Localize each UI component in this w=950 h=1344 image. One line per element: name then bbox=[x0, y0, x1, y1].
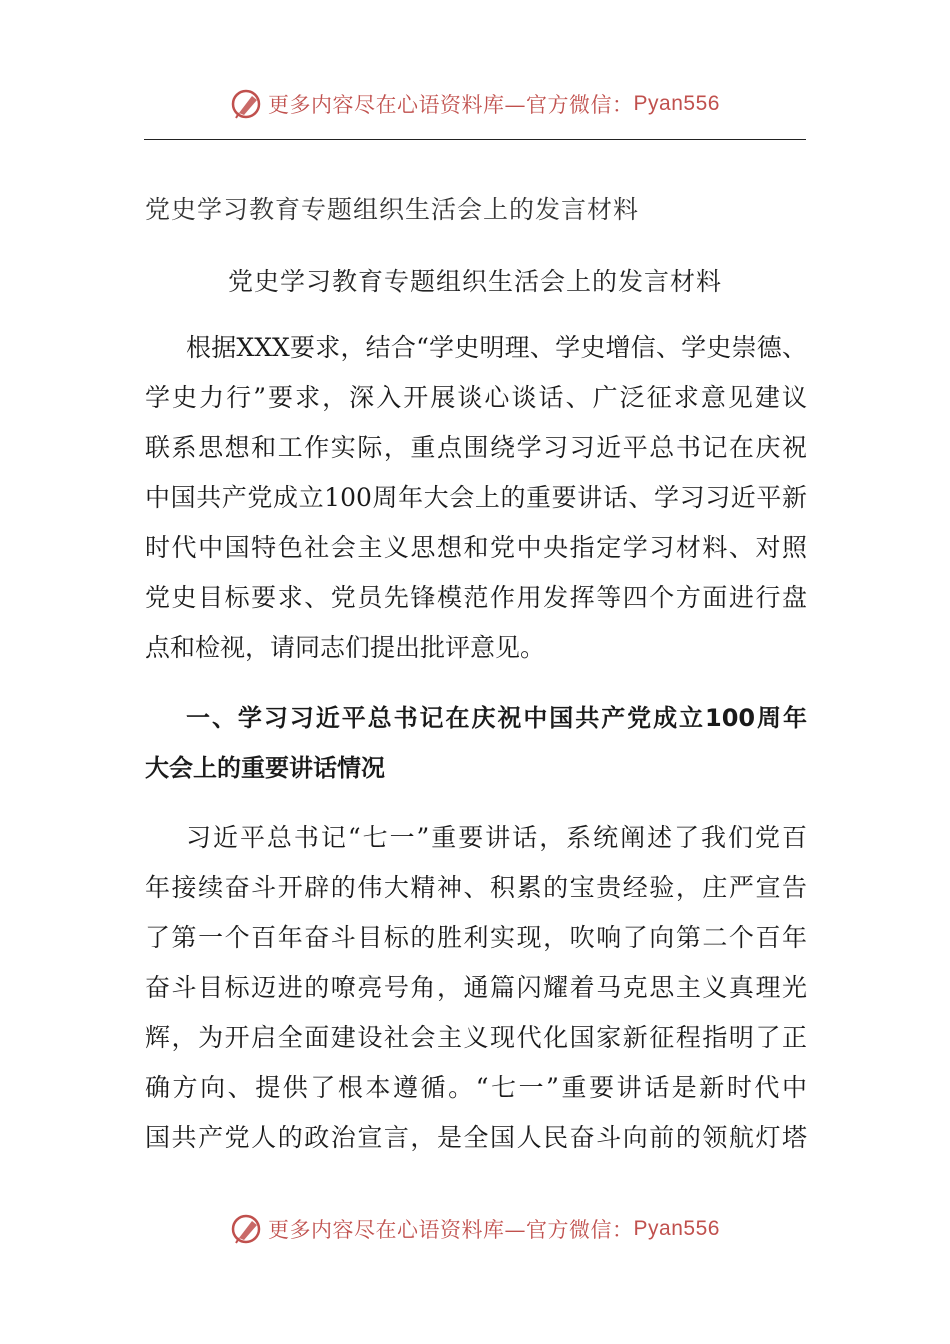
footer-watermark bbox=[0, 1209, 950, 1249]
intro-line: 点和检视，请同志们提出批评意见。 bbox=[145, 633, 546, 662]
pen-nib-logo-icon bbox=[230, 1212, 264, 1246]
intro-line: 学史力行”要求，深入开展谈心谈话、广泛征求意见建议 bbox=[145, 383, 807, 412]
watermark-text: 更多内容尽在心语资料库—官方微信： bbox=[268, 93, 634, 117]
section-heading: 一、学习习近平总书记在庆祝中国共产党成立100周年 bbox=[186, 704, 807, 732]
document-title-top: 党史学习教育专题组织生活会上的发言材料 bbox=[145, 195, 640, 224]
section-body-line: 辉，为开启全面建设社会主义现代化国家新征程指明了正 bbox=[145, 1023, 807, 1052]
intro-line: 中国共产党成立100周年大会上的重要讲话、学习习近平新 bbox=[145, 483, 807, 512]
intro-line: 党史目标要求、党员先锋模范作用发挥等四个方面进行盘 bbox=[145, 583, 807, 612]
intro-line: 联系思想和工作实际，重点围绕学习习近平总书记在庆祝 bbox=[145, 433, 807, 462]
pen-nib-logo-icon bbox=[230, 87, 264, 121]
section-heading: 大会上的重要讲话情况 bbox=[145, 754, 385, 782]
section-body-line: 确方向、提供了根本遵循。“七一”重要讲话是新时代中 bbox=[145, 1073, 807, 1102]
intro-line: 时代中国特色社会主义思想和党中央指定学习材料、对照 bbox=[145, 533, 807, 562]
section-body-line: 习近平总书记“七一”重要讲话，系统阐述了我们党百 bbox=[186, 823, 807, 852]
section-body-line: 奋斗目标迈进的嘹亮号角，通篇闪耀着马克思主义真理光 bbox=[145, 973, 807, 1002]
watermark-handle: Pyan556 bbox=[633, 1217, 720, 1240]
header-watermark bbox=[0, 84, 950, 124]
header-divider bbox=[144, 139, 806, 140]
section-body-line: 国共产党人的政治宣言，是全国人民奋斗向前的领航灯塔 bbox=[145, 1123, 807, 1152]
section-body-line: 了第一个百年奋斗目标的胜利实现，吹响了向第二个百年 bbox=[145, 923, 807, 952]
section-body-line: 年接续奋斗开辟的伟大精神、积累的宝贵经验，庄严宣告 bbox=[145, 873, 807, 902]
watermark-text: 更多内容尽在心语资料库—官方微信： bbox=[268, 1218, 634, 1242]
watermark-handle: Pyan556 bbox=[633, 92, 720, 115]
document-title: 党史学习教育专题组织生活会上的发言材料 bbox=[227, 267, 722, 296]
intro-line: 根据XXX要求，结合“学史明理、学史增信、学史崇德、 bbox=[186, 333, 807, 362]
